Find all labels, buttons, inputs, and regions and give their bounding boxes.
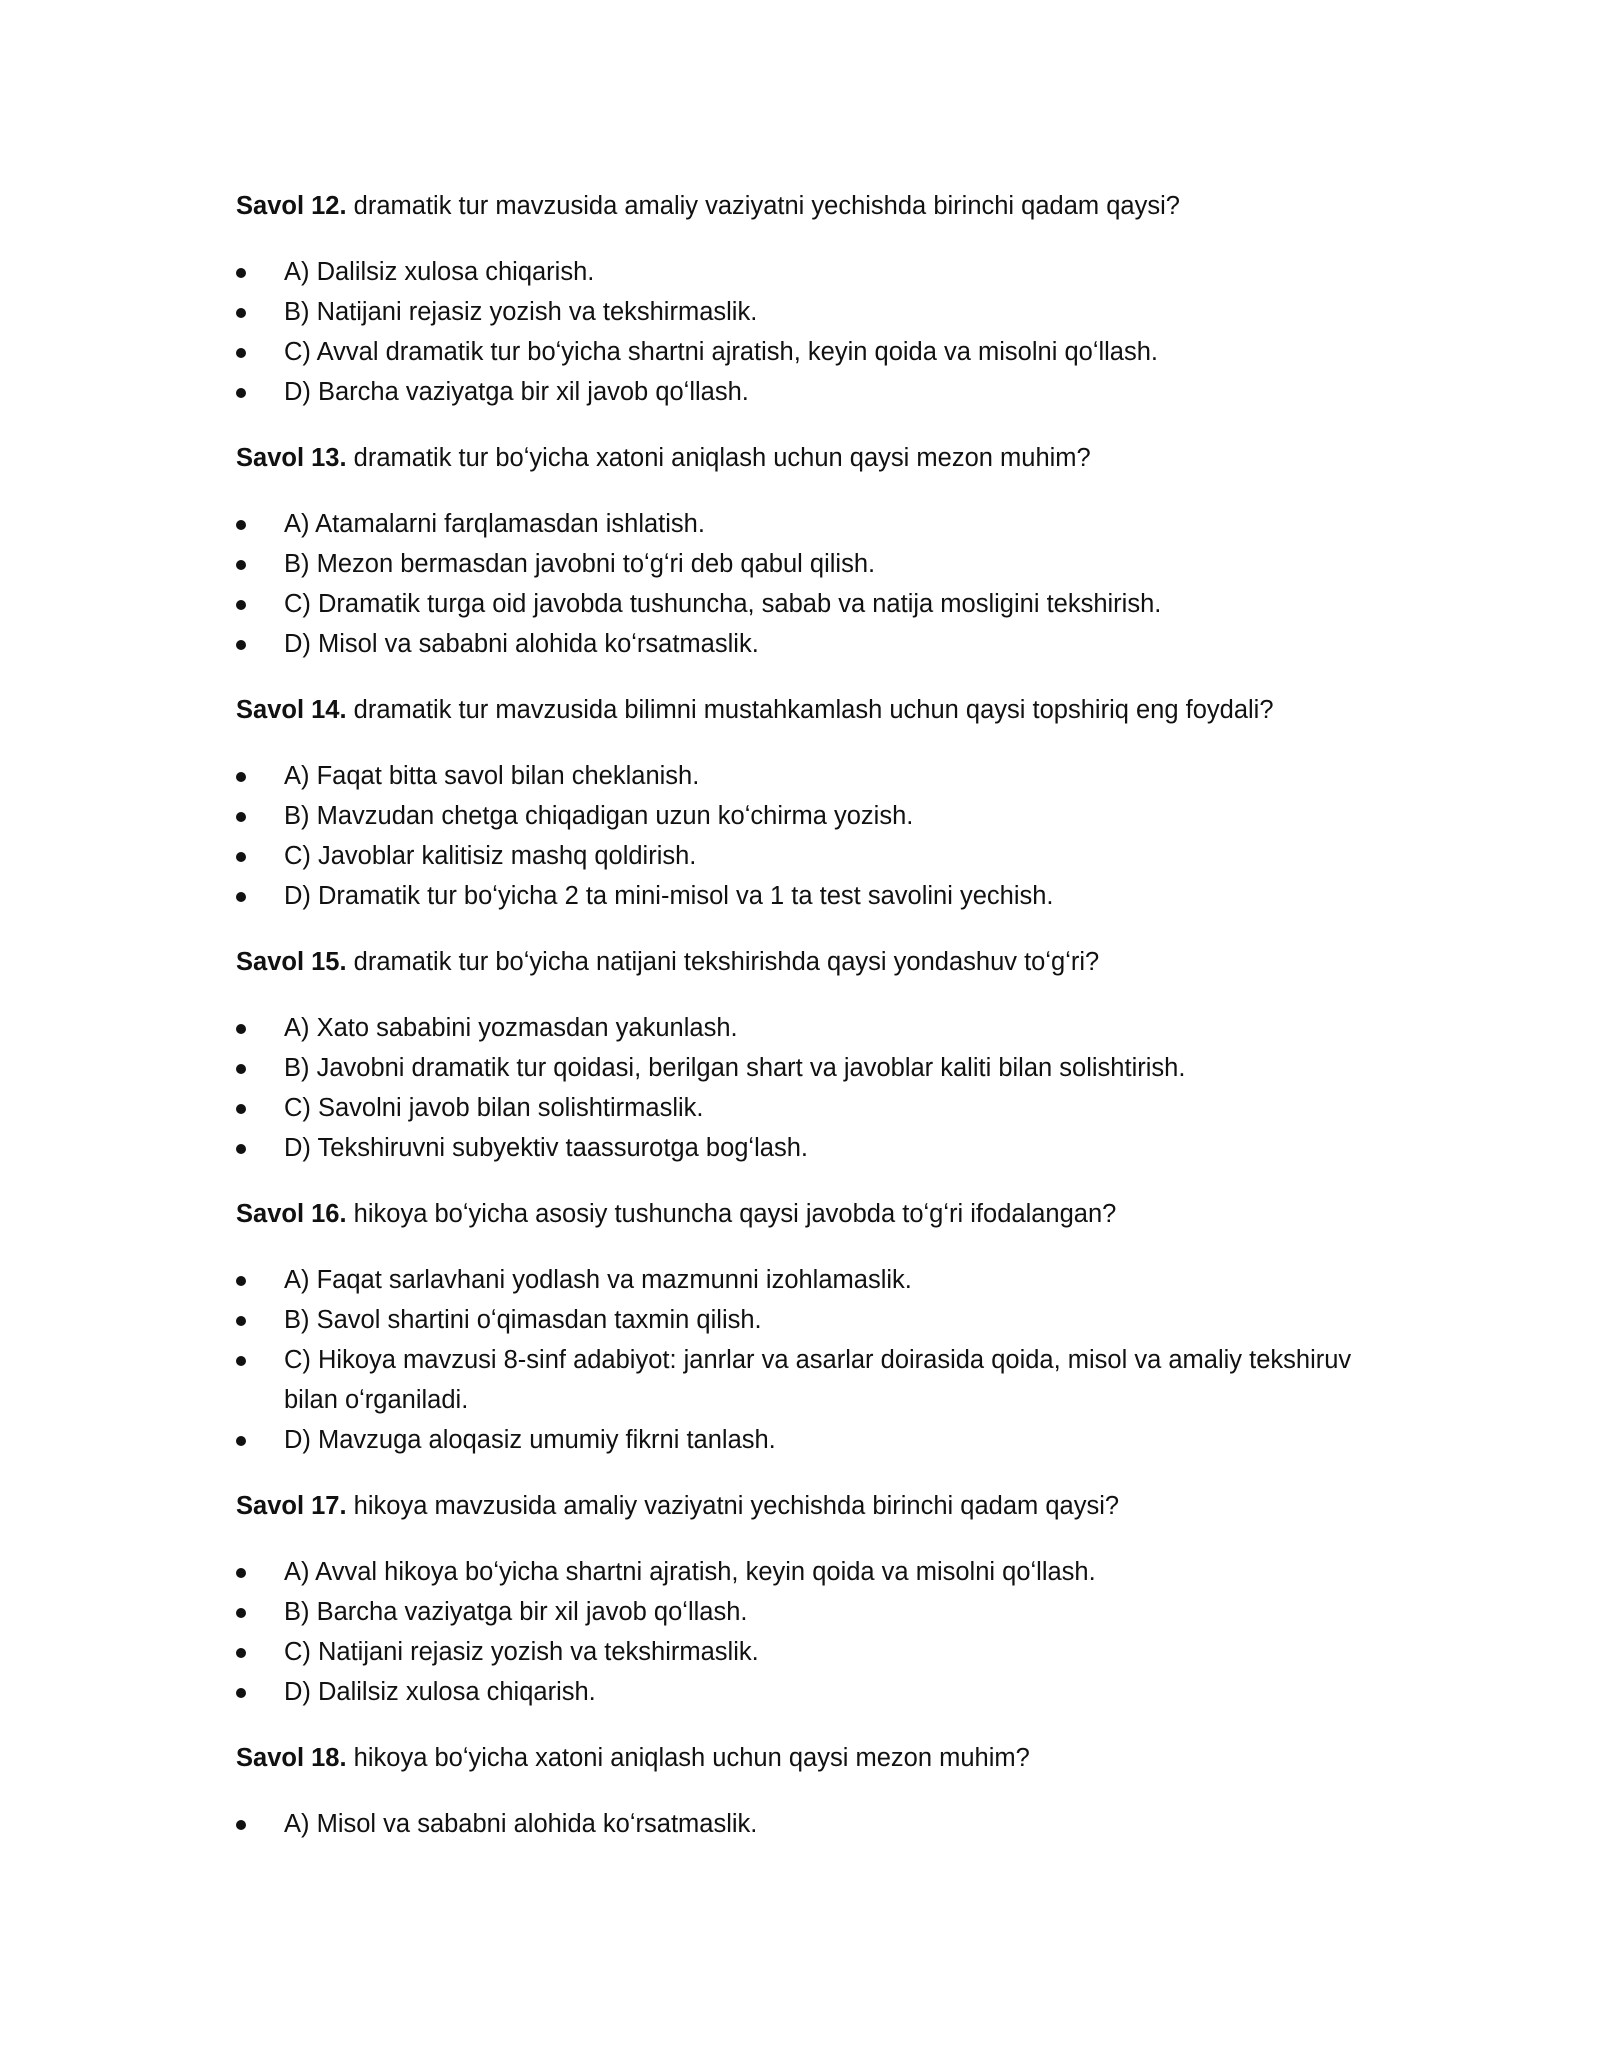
document-page (236, 186, 1366, 1870)
answer-option-text: A) Faqat sarlavhani yodlash va mazmunni izohlamaslik. (284, 1266, 912, 1294)
question-block (236, 1194, 1366, 1460)
bullet-icon (236, 1648, 246, 1658)
answer-option-text: D) Mavzuga aloqasiz umumiy fikrni tanlash. (284, 1426, 776, 1454)
answer-option (236, 796, 1366, 836)
answer-option-text: B) Mezon bermasdan javobni toʻgʻri deb qabul qilish. (284, 550, 876, 578)
question-text (236, 186, 1366, 226)
answer-option (236, 504, 1366, 544)
bullet-icon (236, 520, 246, 530)
answer-option-text: D) Tekshiruvni subyektiv taassurotga bogʻlash. (284, 1134, 808, 1162)
question-block (236, 186, 1366, 412)
question-text (236, 1738, 1366, 1778)
answer-option (236, 876, 1366, 916)
bullet-icon (236, 1276, 246, 1286)
bullet-icon (236, 1436, 246, 1446)
question-body: hikoya boʻyicha asosiy tushuncha qaysi javobda toʻgʻri ifodalangan? (346, 1200, 1117, 1228)
answer-option-text: D) Dalilsiz xulosa chiqarish. (284, 1678, 596, 1706)
answer-option-text: C) Natijani rejasiz yozish va tekshirmaslik. (284, 1638, 759, 1666)
question-text (236, 438, 1366, 478)
answer-option (236, 756, 1366, 796)
bullet-icon (236, 1104, 246, 1114)
answer-option-text: B) Mavzudan chetga chiqadigan uzun koʻchirma yozish. (284, 802, 914, 830)
answer-option (236, 1128, 1366, 1168)
bullet-icon (236, 1820, 246, 1830)
bullet-icon (236, 1608, 246, 1618)
question-block (236, 1738, 1366, 1844)
answer-option-text: A) Dalilsiz xulosa chiqarish. (284, 258, 595, 286)
question-list (236, 186, 1366, 1844)
answer-option-text: C) Hikoya mavzusi 8-sinf adabiyot: janrlar va asarlar doirasida qoida, misol va amaliy tekshiruv bilan oʻrganiladi. (284, 1346, 1352, 1414)
answer-option-text: B) Savol shartini oʻqimasdan taxmin qilish. (284, 1306, 762, 1334)
answer-option (236, 1300, 1366, 1340)
bullet-icon (236, 600, 246, 610)
answer-option (236, 1592, 1366, 1632)
answer-option (236, 1672, 1366, 1712)
answer-option (236, 1420, 1366, 1460)
answer-options (236, 1008, 1366, 1168)
answer-options (236, 252, 1366, 412)
question-body: dramatik tur boʻyicha natijani tekshirishda qaysi yondashuv toʻgʻri? (346, 948, 1100, 976)
answer-options (236, 756, 1366, 916)
answer-options (236, 504, 1366, 664)
bullet-icon (236, 772, 246, 782)
question-label: Savol 17. (236, 1492, 347, 1520)
answer-option (236, 544, 1366, 584)
answer-option-text: C) Javoblar kalitisiz mashq qoldirish. (284, 842, 697, 870)
question-body: dramatik tur mavzusida amaliy vaziyatni yechishda birinchi qadam qaysi? (346, 192, 1180, 220)
answer-option-text: A) Avval hikoya boʻyicha shartni ajratish, keyin qoida va misolni qoʻllash. (284, 1558, 1096, 1586)
bullet-icon (236, 1064, 246, 1074)
answer-option (236, 1088, 1366, 1128)
answer-option (236, 1048, 1366, 1088)
question-body: hikoya mavzusida amaliy vaziyatni yechishda birinchi qadam qaysi? (346, 1492, 1120, 1520)
bullet-icon (236, 1024, 246, 1034)
answer-option (236, 1340, 1366, 1420)
answer-option (236, 252, 1366, 292)
question-block (236, 1486, 1366, 1712)
answer-option (236, 1260, 1366, 1300)
answer-option-text: C) Avval dramatik tur boʻyicha shartni ajratish, keyin qoida va misolni qoʻllash. (284, 338, 1159, 366)
question-block (236, 438, 1366, 664)
answer-option (236, 1804, 1366, 1844)
answer-option-text: D) Misol va sababni alohida koʻrsatmaslik. (284, 630, 759, 658)
answer-option (236, 332, 1366, 372)
answer-options (236, 1804, 1366, 1844)
bullet-icon (236, 1356, 246, 1366)
question-text (236, 690, 1366, 730)
bullet-icon (236, 852, 246, 862)
answer-options (236, 1552, 1366, 1712)
question-body: hikoya boʻyicha xatoni aniqlash uchun qaysi mezon muhim? (346, 1744, 1030, 1772)
answer-option (236, 1552, 1366, 1592)
question-body: dramatik tur mavzusida bilimni mustahkamlash uchun qaysi topshiriq eng foydali? (346, 696, 1274, 724)
question-text (236, 1194, 1366, 1234)
answer-option-text: B) Javobni dramatik tur qoidasi, berilgan shart va javoblar kaliti bilan solishtirish. (284, 1054, 1186, 1082)
bullet-icon (236, 268, 246, 278)
question-label: Savol 12. (236, 192, 347, 220)
question-text (236, 942, 1366, 982)
answer-option-text: D) Dramatik tur boʻyicha 2 ta mini-misol va 1 ta test savolini yechish. (284, 882, 1054, 910)
bullet-icon (236, 812, 246, 822)
bullet-icon (236, 892, 246, 902)
bullet-icon (236, 388, 246, 398)
answer-option-text: B) Barcha vaziyatga bir xil javob qoʻllash. (284, 1598, 748, 1626)
question-label: Savol 15. (236, 948, 347, 976)
answer-option-text: A) Misol va sababni alohida koʻrsatmaslik. (284, 1810, 758, 1838)
question-label: Savol 18. (236, 1744, 347, 1772)
question-label: Savol 14. (236, 696, 347, 724)
question-body: dramatik tur boʻyicha xatoni aniqlash uchun qaysi mezon muhim? (346, 444, 1091, 472)
answer-option-text: D) Barcha vaziyatga bir xil javob qoʻllash. (284, 378, 749, 406)
answer-option (236, 372, 1366, 412)
answer-options (236, 1260, 1366, 1460)
answer-option-text: A) Atamalarni farqlamasdan ishlatish. (284, 510, 705, 538)
bullet-icon (236, 1316, 246, 1326)
question-label: Savol 13. (236, 444, 347, 472)
answer-option-text: C) Dramatik turga oid javobda tushuncha, sabab va natija mosligini tekshirish. (284, 590, 1162, 618)
answer-option (236, 292, 1366, 332)
question-block (236, 690, 1366, 916)
bullet-icon (236, 1688, 246, 1698)
answer-option (236, 584, 1366, 624)
answer-option (236, 624, 1366, 664)
question-block (236, 942, 1366, 1168)
bullet-icon (236, 640, 246, 650)
bullet-icon (236, 1144, 246, 1154)
question-text (236, 1486, 1366, 1526)
answer-option (236, 1008, 1366, 1048)
answer-option (236, 1632, 1366, 1672)
bullet-icon (236, 560, 246, 570)
question-label: Savol 16. (236, 1200, 347, 1228)
answer-option-text: B) Natijani rejasiz yozish va tekshirmaslik. (284, 298, 758, 326)
answer-option (236, 836, 1366, 876)
answer-option-text: C) Savolni javob bilan solishtirmaslik. (284, 1094, 704, 1122)
bullet-icon (236, 348, 246, 358)
bullet-icon (236, 308, 246, 318)
bullet-icon (236, 1568, 246, 1578)
answer-option-text: A) Faqat bitta savol bilan cheklanish. (284, 762, 700, 790)
answer-option-text: A) Xato sababini yozmasdan yakunlash. (284, 1014, 738, 1042)
